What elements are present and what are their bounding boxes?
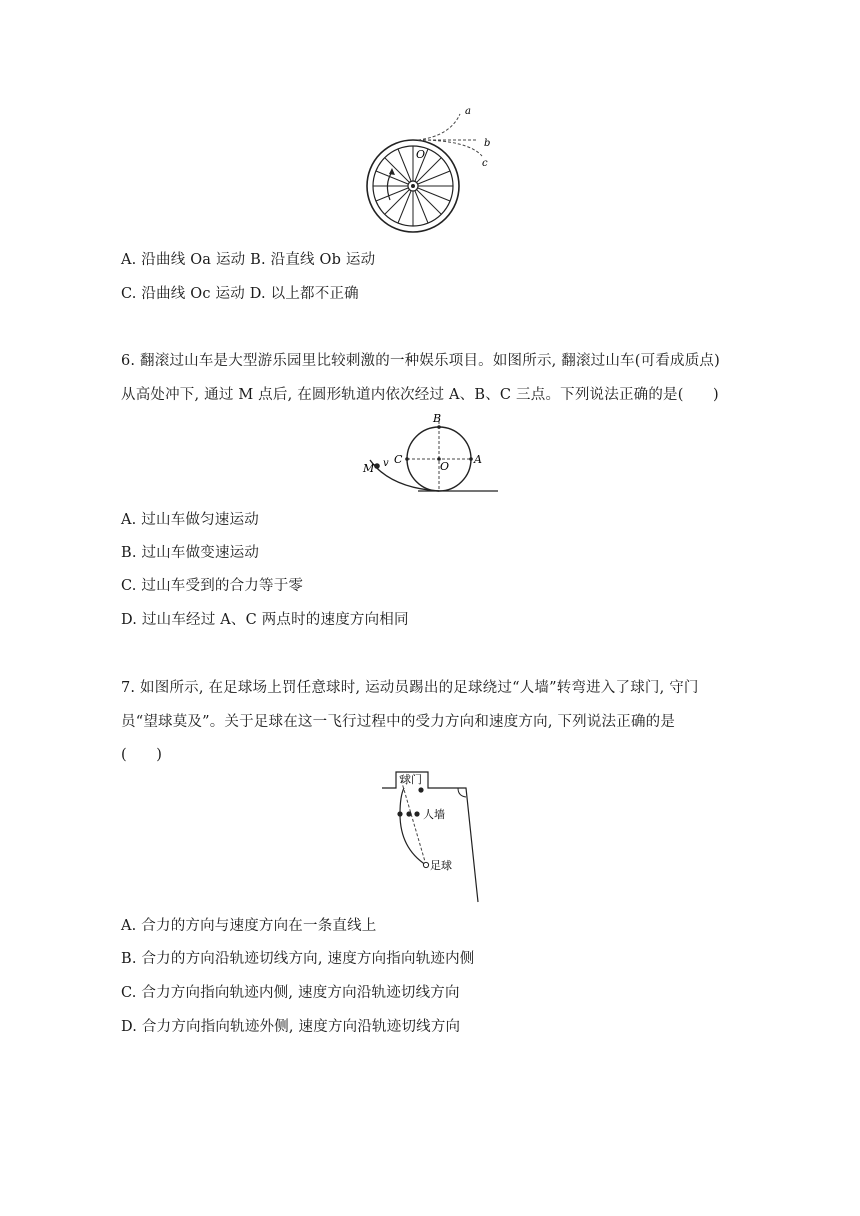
q6-option-b: B. 过山车做变速运动 [121,545,260,561]
q7-stem-line-3: ( ) [121,747,163,763]
label-goal: 球门 [400,773,422,786]
goalkeeper [418,787,423,792]
q6-option-a: A. 过山车做匀速运动 [121,512,259,528]
wall-player-3 [414,811,419,816]
label-M: M [363,462,375,475]
label-a: a [465,106,471,117]
wheel-figure [360,100,510,235]
label-b: b [484,138,491,149]
ball-trajectory [400,788,426,865]
label-wall: 人墙 [423,808,445,821]
q7-stem-line-2: 员“望球莫及”。关于足球在这一飞行过程中的受力方向和速度方向, 下列说法正确的是 [121,714,676,730]
label-C: C [394,453,403,466]
label-A: A [474,453,482,466]
soccer-figure [380,768,485,906]
q7-stem-line-1: 7. 如图所示, 在足球场上罚任意球时, 运动员踢出的足球绕过“人墙”转弯进入了球门, 守门 [121,680,699,696]
entry-track [370,460,439,491]
q6-option-c: C. 过山车受到的合力等于零 [121,578,304,594]
q5-option-line-1: A. 沿曲线 Oa 运动 B. 沿直线 Ob 运动 [121,252,376,268]
label-O: O [440,460,450,473]
label-ball: 足球 [430,859,452,872]
loop-figure [360,408,505,496]
ball [423,862,428,867]
label-v: v [383,458,389,469]
wall-player-1 [397,811,402,816]
q5-option-line-2: C. 沿曲线 Oc 运动 D. 以上都不正确 [121,286,359,302]
wall-player-2 [406,811,411,816]
label-O: O [416,148,426,161]
q7-option-c: C. 合力方向指向轨迹内侧, 速度方向沿轨迹切线方向 [121,985,460,1001]
label-B: B [433,412,442,425]
q6-option-d: D. 过山车经过 A、C 两点时的速度方向相同 [121,612,409,628]
q7-option-d: D. 合力方向指向轨迹外侧, 速度方向沿轨迹切线方向 [121,1019,461,1035]
trajectory-a [418,114,460,140]
coaster-car [374,463,380,469]
q6-stem-line-1: 6. 翻滚过山车是大型游乐园里比较刺激的一种娱乐项目。如图所示, 翻滚过山车(可看成质点) [121,353,720,369]
q6-stem-line-2: 从高处冲下, 通过 M 点后, 在圆形轨道内依次经过 A、B、C 三点。下列说法正确的是( ) [121,387,719,403]
q7-option-b: B. 合力的方向沿轨迹切线方向, 速度方向指向轨迹内侧 [121,951,475,967]
field-boundary [382,772,478,902]
q7-option-a: A. 合力的方向与速度方向在一条直线上 [121,918,377,934]
label-c: c [482,158,488,169]
